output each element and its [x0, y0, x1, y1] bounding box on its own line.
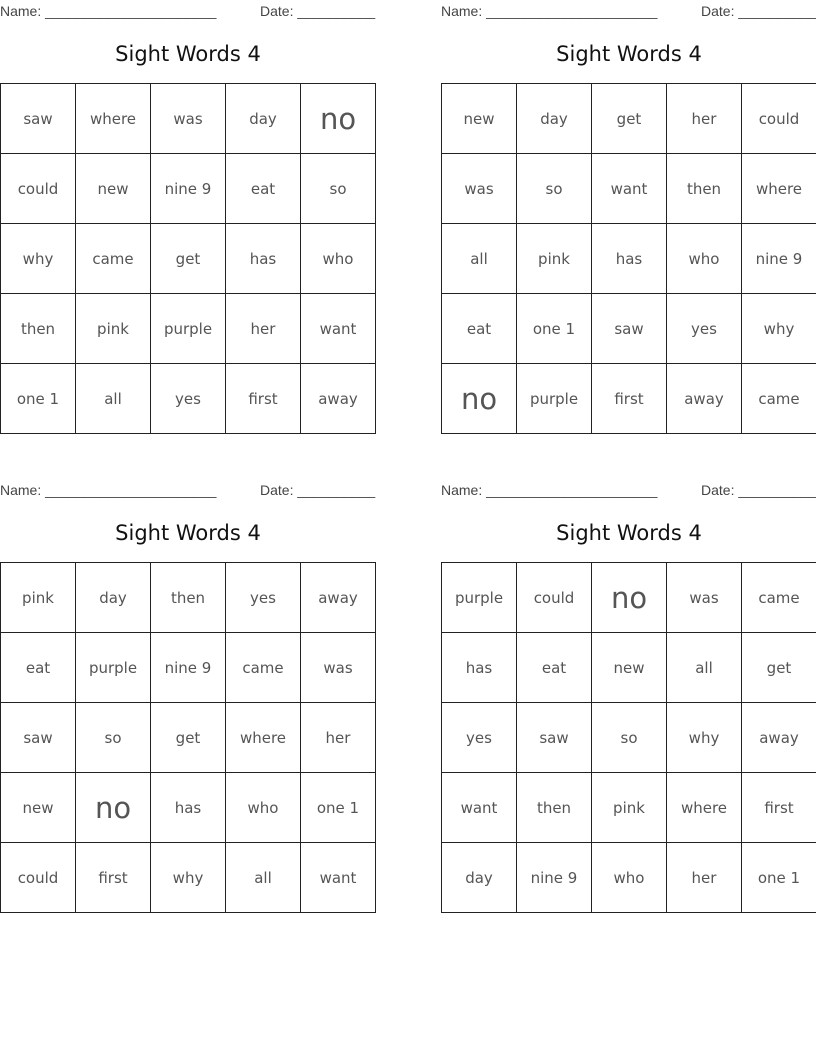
word-cell: yes	[667, 294, 742, 364]
word-cell: her	[667, 843, 742, 913]
card-title: Sight Words 4	[115, 42, 261, 66]
word-cell: no	[301, 84, 376, 154]
word-cell: has	[592, 224, 667, 294]
word-cell: pink	[517, 224, 592, 294]
word-cell: get	[151, 224, 226, 294]
word-cell: then	[1, 294, 76, 364]
word-cell: new	[592, 633, 667, 703]
word-cell: away	[667, 364, 742, 434]
word-cell: new	[76, 154, 151, 224]
grid-row	[1, 843, 376, 913]
word-cell: day	[226, 84, 301, 154]
word-cell: could	[1, 843, 76, 913]
word-cell: who	[301, 224, 376, 294]
word-cell: why	[742, 294, 816, 364]
word-cell: purple	[517, 364, 592, 434]
word-cell: where	[76, 84, 151, 154]
word-cell: first	[76, 843, 151, 913]
word-grid	[441, 562, 816, 913]
word-cell: has	[226, 224, 301, 294]
word-cell: nine 9	[151, 633, 226, 703]
word-cell: want	[301, 294, 376, 364]
name-field-label: Name: ______________________	[441, 482, 658, 498]
grid-row	[1, 703, 376, 773]
word-cell: eat	[517, 633, 592, 703]
word-cell: first	[226, 364, 301, 434]
word-cell: no	[592, 563, 667, 633]
word-grid	[441, 83, 816, 434]
word-cell: so	[517, 154, 592, 224]
word-cell: why	[667, 703, 742, 773]
word-cell: no	[442, 364, 517, 434]
word-cell: could	[517, 563, 592, 633]
word-cell: where	[742, 154, 816, 224]
word-cell: pink	[76, 294, 151, 364]
word-cell: new	[442, 84, 517, 154]
word-cell: day	[442, 843, 517, 913]
word-cell: who	[592, 843, 667, 913]
word-cell: nine 9	[151, 154, 226, 224]
word-cell: all	[442, 224, 517, 294]
word-cell: one 1	[742, 843, 816, 913]
word-cell: then	[151, 563, 226, 633]
date-field-label: Date: __________	[701, 482, 816, 498]
word-cell: came	[226, 633, 301, 703]
grid-row	[1, 563, 376, 633]
word-cell: get	[592, 84, 667, 154]
word-cell: get	[742, 633, 816, 703]
word-cell: purple	[76, 633, 151, 703]
word-cell: want	[442, 773, 517, 843]
word-cell: away	[742, 703, 816, 773]
word-cell: was	[301, 633, 376, 703]
card-header	[441, 479, 816, 499]
word-cell: purple	[442, 563, 517, 633]
word-cell: eat	[442, 294, 517, 364]
grid-row	[442, 703, 816, 773]
word-cell: no	[76, 773, 151, 843]
word-cell: want	[592, 154, 667, 224]
date-field-label: Date: __________	[260, 482, 376, 498]
word-cell: new	[1, 773, 76, 843]
grid-row	[1, 773, 376, 843]
bingo-card	[441, 479, 816, 913]
word-cell: nine 9	[742, 224, 816, 294]
grid-row	[442, 364, 816, 434]
grid-row	[442, 843, 816, 913]
word-cell: why	[1, 224, 76, 294]
word-cell: eat	[1, 633, 76, 703]
word-grid	[0, 83, 376, 434]
card-title: Sight Words 4	[115, 521, 261, 545]
grid-row	[442, 224, 816, 294]
word-cell: first	[592, 364, 667, 434]
bingo-card	[0, 0, 376, 434]
date-field-label: Date: __________	[260, 3, 376, 19]
word-cell: one 1	[301, 773, 376, 843]
word-cell: away	[301, 364, 376, 434]
grid-row	[442, 154, 816, 224]
word-cell: could	[1, 154, 76, 224]
grid-row	[1, 633, 376, 703]
grid-row	[1, 364, 376, 434]
word-cell: came	[742, 364, 816, 434]
word-cell: saw	[592, 294, 667, 364]
word-cell: purple	[151, 294, 226, 364]
grid-row	[1, 154, 376, 224]
grid-row	[442, 773, 816, 843]
word-cell: where	[667, 773, 742, 843]
bingo-card	[441, 0, 816, 434]
word-cell: pink	[592, 773, 667, 843]
word-cell: why	[151, 843, 226, 913]
word-cell: who	[226, 773, 301, 843]
word-cell: who	[667, 224, 742, 294]
word-cell: saw	[1, 703, 76, 773]
word-cell: nine 9	[517, 843, 592, 913]
name-field-label: Name: ______________________	[0, 482, 217, 498]
word-cell: day	[517, 84, 592, 154]
bingo-card	[0, 479, 376, 913]
word-cell: so	[301, 154, 376, 224]
grid-row	[1, 294, 376, 364]
word-cell: saw	[517, 703, 592, 773]
word-cell: want	[301, 843, 376, 913]
word-cell: pink	[1, 563, 76, 633]
word-cell: one 1	[517, 294, 592, 364]
word-cell: her	[301, 703, 376, 773]
card-title: Sight Words 4	[556, 521, 702, 545]
date-field-label: Date: __________	[701, 3, 816, 19]
word-grid	[0, 562, 376, 913]
name-field-label: Name: ______________________	[0, 3, 217, 19]
word-cell: her	[667, 84, 742, 154]
word-cell: one 1	[1, 364, 76, 434]
word-cell: eat	[226, 154, 301, 224]
card-header	[0, 0, 376, 20]
word-cell: first	[742, 773, 816, 843]
word-cell: yes	[226, 563, 301, 633]
word-cell: came	[76, 224, 151, 294]
grid-row	[1, 224, 376, 294]
word-cell: was	[667, 563, 742, 633]
word-cell: all	[226, 843, 301, 913]
word-cell: her	[226, 294, 301, 364]
word-cell: day	[76, 563, 151, 633]
grid-row	[442, 294, 816, 364]
word-cell: all	[76, 364, 151, 434]
word-cell: has	[442, 633, 517, 703]
word-cell: then	[667, 154, 742, 224]
word-cell: get	[151, 703, 226, 773]
card-title: Sight Words 4	[556, 42, 702, 66]
card-header	[441, 0, 816, 20]
word-cell: yes	[151, 364, 226, 434]
word-cell: so	[76, 703, 151, 773]
card-header	[0, 479, 376, 499]
grid-row	[1, 84, 376, 154]
word-cell: could	[742, 84, 816, 154]
word-cell: all	[667, 633, 742, 703]
grid-row	[442, 563, 816, 633]
word-cell: yes	[442, 703, 517, 773]
word-cell: saw	[1, 84, 76, 154]
word-cell: was	[442, 154, 517, 224]
grid-row	[442, 633, 816, 703]
word-cell: so	[592, 703, 667, 773]
name-field-label: Name: ______________________	[441, 3, 658, 19]
word-cell: then	[517, 773, 592, 843]
grid-row	[442, 84, 816, 154]
word-cell: came	[742, 563, 816, 633]
word-cell: where	[226, 703, 301, 773]
word-cell: was	[151, 84, 226, 154]
word-cell: has	[151, 773, 226, 843]
word-cell: away	[301, 563, 376, 633]
